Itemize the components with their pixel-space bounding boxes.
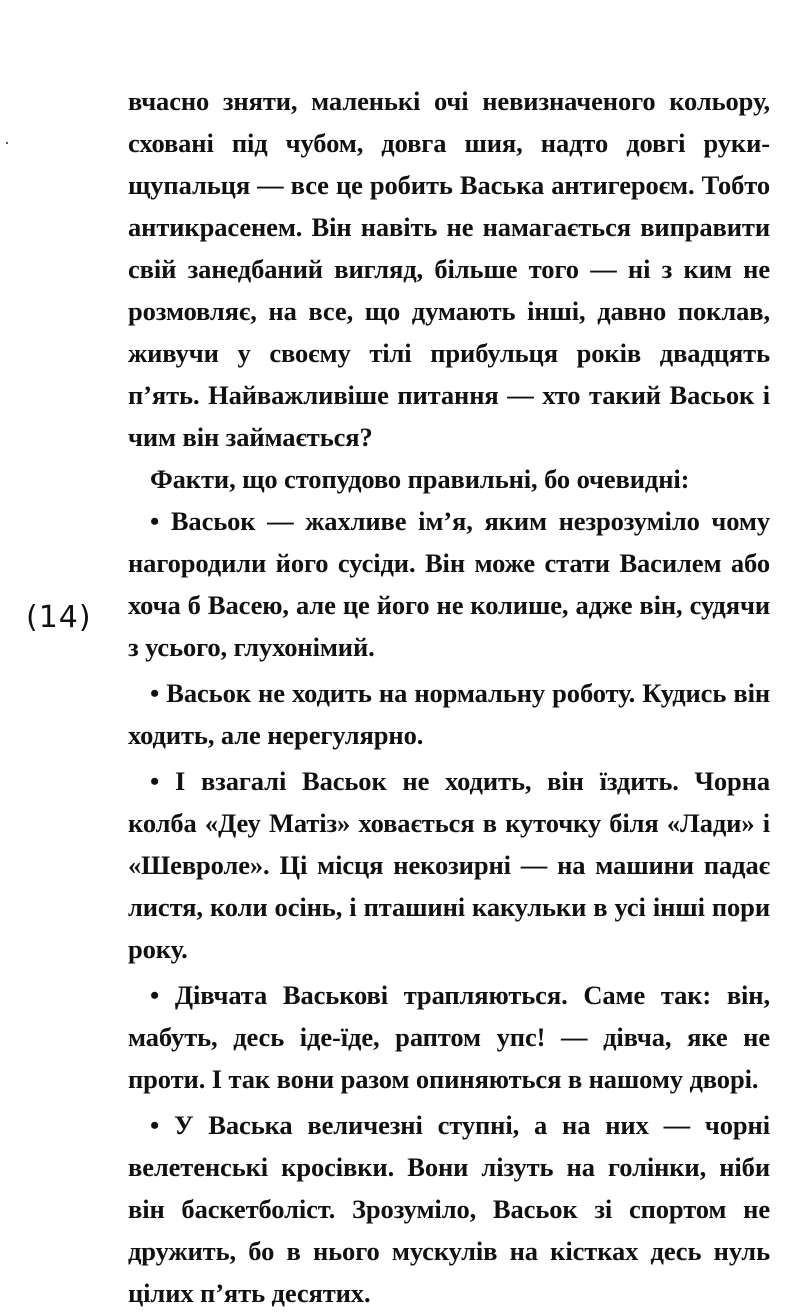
page-body bbox=[128, 80, 770, 1314]
page-number: (14) bbox=[26, 600, 92, 635]
paragraph-intro: вчасно зняти, маленькі очі невизначеного кольору, сховані під чубом, довга шия, надто довгі руки-щупальця — все це робить Васька антигероєм. Тобто антикрасенем. Він навіть не намагається виправити свій занедбаний вигляд, більше того — ні з ким не розмовляє, на все, що думають інші, давно поклав, живучи у своєму тілі прибульця років двадцять п’ять. Найважливіше питання — хто такий Васьок і чим він займається? bbox=[128, 86, 770, 452]
paragraph-facts-heading: Факти, що стопудово правильні, бо очевидні: bbox=[150, 464, 690, 494]
bullet-name: • Васьок — жахливе ім’я, яким незрозуміло чому нагородили його сусіди. Він може стати Василем або хоча б Васею, але це його не колише, адже він, судячи з усього, глухонімий. bbox=[128, 506, 770, 662]
bullet-sneakers: • У Васька величезні ступні, а на них — чорні велетенські кросівки. Вони лізуть на голінки, ніби він баскетболіст. Зрозуміло, Васьок зі спортом не дружить, бо в нього мускулів на кістках десь нуль цілих п’ять десятих. bbox=[128, 1110, 770, 1308]
scan-speck bbox=[6, 142, 8, 144]
bullet-girls: • Дівчата Васькові трапляються. Саме так: він, мабуть, десь іде-їде, раптом упс! — дівча, яке не проти. І так вони разом опиняються в нашому дворі. bbox=[128, 980, 770, 1094]
bullet-work: • Васьок не ходить на нормальну роботу. Кудись він ходить, але нерегулярно. bbox=[128, 678, 770, 750]
bullet-car: • І взагалі Васьок не ходить, він їздить. Чорна колба «Деу Матіз» ховається в куточку біля «Лади» і «Шевроле». Ці місця некозирні — на машини падає листя, коли осінь, і пташині какульки в усі інші пори року. bbox=[128, 766, 770, 964]
